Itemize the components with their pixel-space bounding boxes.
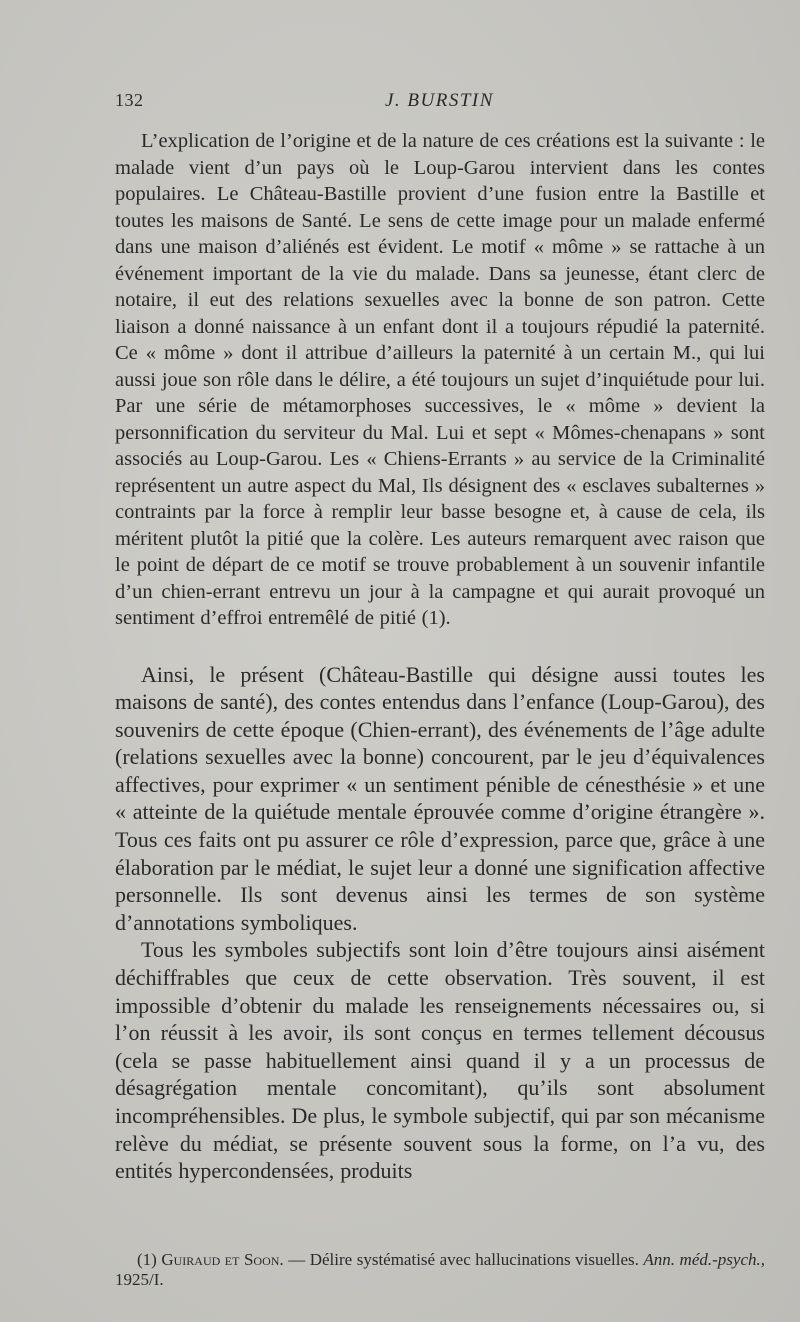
footnote-dash: —: [288, 1250, 306, 1269]
paragraph-ainsi: Ainsi, le présent (Château-Bastille qui désigne aussi toutes les maisons de santé), des contes entendus dans l’enfance (Loup-Garou), des souvenirs de cette époque (Chien-errant), des événements de l’âge adulte (relations sexuelles avec la bonne) concourent, par le jeu d’équivalences affectives, pour exprimer « un sentiment pénible de cénesthésie » et une « atteinte de la quiétude mentale éprouvée comme d’origine étrangère ». Tous ces faits ont pu assurer ce rôle d’expression, parce que, grâce à une élaboration par le médiat, le sujet leur a donné une signification affective personnelle. Ils sont devenus ainsi les termes de son système d’annotations symboliques.: [115, 661, 765, 935]
footnote-marker: (1): [137, 1250, 157, 1269]
paragraph-explication: L’explication de l’origine et de la nature de ces créations est la suivante : le malade vient d’un pays où le Loup-Garou intervient dans les contes populaires. Le Château-Bastille provient d’une fusion entre la Bastille et toutes les maisons de Santé. Le sens de cette image pour un malade enfermé dans une maison d’aliénés est évident. Le motif « môme » se rattache à un événement important de la vie du malade. Dans sa jeunesse, étant clerc de notaire, il eut des relations sexuelles avec la bonne de son patron. Cette liaison a donné naissance à un enfant dont il a toujours répudié la paternité. Ce « môme » dont il attribue d’ailleurs la paternité à un certain M., qui lui aussi joue son rôle dans le délire, a été toujours un sujet d’inquiétude pour lui. Par une série de métamorphoses successives, le « môme » devient la personnification du serviteur du Mal. Lui et sept « Mômes-chenapans » sont associés au Loup-Garou. Les « Chiens-Errants » au service de la Criminalité représentent un autre aspect du Mal, Ils désignent des « esclaves subalternes » contraints par la force à remplir leur basse besogne et, à cause de cela, ils méritent plutôt la pitié que la colère. Les auteurs remarquent avec raison que le point de départ de ce motif se trouve probablement à un souvenir infantile d’un chien-errant entrevu un jour à la campagne et qui aurait provoqué un sentiment d’effroi entremêlé de pitié (1).: [115, 130, 765, 629]
paragraph-symboles: Tous les symboles subjectifs sont loin d’être toujours ainsi aisément déchiffrables que ceux de cette observation. Très souvent, il est impossible d’obtenir du malade les renseignements nécessaires ou, si l’on réussit à les avoir, ils sont conçus en termes tellement décousus (cela se passe habituellement ainsi quand il y a un processus de désagrégation mentale concomitant), qu’ils sont absolument incompréhensibles. De plus, le symbole subjectif, qui par son mécanisme relève du médiat, se présente souvent sous la forme, on l’a vu, des entités hypercondensées, produits: [115, 937, 765, 1184]
running-title: J. BURSTIN: [385, 90, 494, 111]
footnote-journal: Ann. méd.-psych.,: [643, 1250, 765, 1269]
footnote-authors: Guiraud et Soon.: [161, 1250, 284, 1269]
page-number: 132: [115, 90, 144, 110]
running-head: [115, 90, 765, 114]
footnote-title: Délire systématisé avec hallucinations visuelles.: [309, 1250, 639, 1269]
paragraph-gap: [115, 632, 765, 661]
footnote: [115, 1250, 765, 1290]
body-text: [115, 128, 765, 1185]
footnote-ref: 1925/I.: [115, 1270, 164, 1289]
footnote-text: [115, 1250, 765, 1290]
